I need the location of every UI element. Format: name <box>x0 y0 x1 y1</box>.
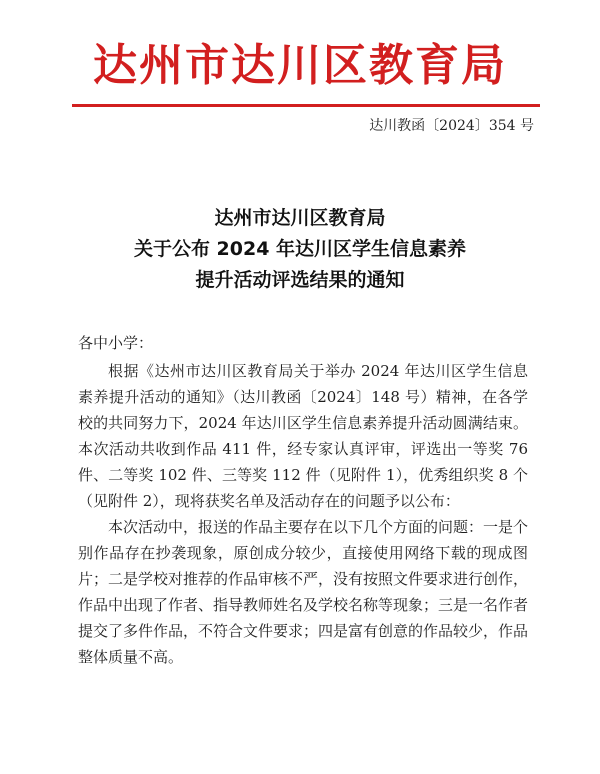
notice-title <box>0 203 600 296</box>
red-header-rule <box>72 104 540 107</box>
title-line-2: 关于公布 2024 年达川区学生信息素养 <box>133 238 467 260</box>
title-line-1: 达州市达川区教育局 <box>214 207 386 229</box>
body-paragraph-1: 根据《达州市达川区教育局关于举办 2024 年达川区学生信息素养提升活动的通知》（达川教函〔2024〕148 号）精神，在各学校的共同努力下，2024 年达川区学生信息素养提升活动圆满结束。本次活动共收到作品 411 件，经专家认真评审，评选出一等奖 76 件、二等奖 102 件、三等奖 112 件（见附件 1），优秀组织奖 8 个（见附件 2），现将获奖名单及活动存在的问题予以公布： <box>78 362 528 510</box>
body-paragraph-2: 本次活动中，报送的作品主要存在以下几个方面的问题：一是个别作品存在抄袭现象，原创成分较少，直接使用网络下载的现成图片；二是学校对推荐的作品审核不严，没有按照文件要求进行创作，作品中出现了作者、指导教师姓名及学校名称等现象；三是一名作者提交了多件作品，不符合文件要求；四是富有创意的作品较少，作品整体质量不高。 <box>78 518 529 666</box>
title-line-3: 提升活动评选结果的通知 <box>195 269 405 291</box>
document-number: 达川教函〔2024〕354 号 <box>369 118 534 134</box>
salutation: 各中小学： <box>78 334 154 352</box>
issuing-agency-masthead: 达州市达川区教育局 <box>93 40 507 91</box>
notice-body <box>78 330 528 670</box>
